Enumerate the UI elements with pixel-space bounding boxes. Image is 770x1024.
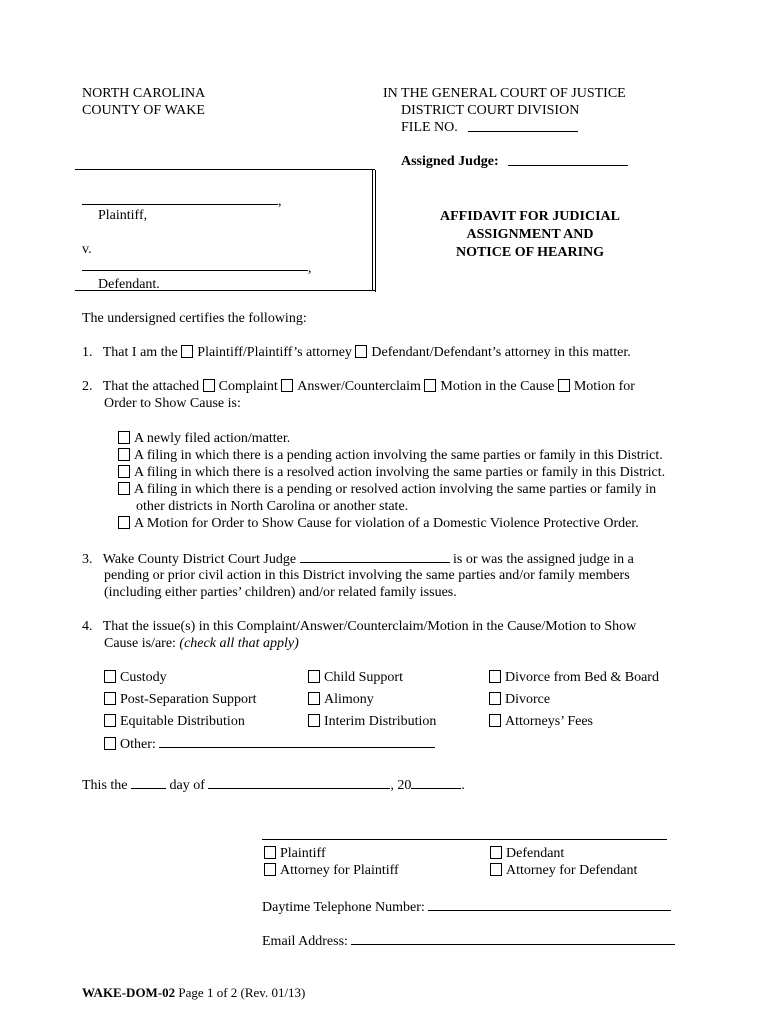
item-3 <box>82 550 634 568</box>
issue-label: Post-Separation Support <box>120 692 257 707</box>
issue-option <box>489 691 550 708</box>
county-label: COUNTY OF WAKE <box>82 103 205 118</box>
issue-option <box>308 669 403 686</box>
assigned-judge-label: Assigned Judge: <box>401 154 499 169</box>
item-text: Wake County District Court Judge <box>102 552 297 567</box>
item-text: is or was the assigned judge in a <box>453 552 634 567</box>
checkbox[interactable] <box>308 692 320 705</box>
checkbox[interactable] <box>203 379 215 392</box>
issue-option <box>104 691 257 708</box>
form-title <box>410 208 650 262</box>
checkbox[interactable] <box>489 670 501 683</box>
option-label: Motion for <box>573 379 635 394</box>
checkbox[interactable] <box>118 482 130 495</box>
issue-option <box>308 691 374 708</box>
date-text: . <box>461 778 465 793</box>
choice-row <box>118 447 663 464</box>
form-id: WAKE-DOM-02 <box>82 985 176 1000</box>
plaintiff-name-field[interactable] <box>82 204 278 205</box>
month-field[interactable] <box>208 776 390 789</box>
intro-text: The undersigned certifies the following: <box>82 311 307 326</box>
file-no-label: FILE NO. <box>401 120 458 135</box>
checkbox[interactable] <box>355 345 367 358</box>
choice-label: A filing in which there is a pending action involving the same parties or family in this District. <box>134 448 663 463</box>
item-text: That the issue(s) in this Complaint/Answer/Counterclaim/Motion in the Cause/Motion to Show <box>102 619 637 634</box>
issue-option <box>489 669 659 686</box>
option-label: Defendant/Defendant’s attorney in this matter. <box>371 345 631 360</box>
signer-option <box>490 862 637 879</box>
caption-top-rule <box>75 169 375 170</box>
title-line: ASSIGNMENT AND <box>466 227 594 242</box>
checkbox[interactable] <box>104 714 116 727</box>
choice-label: A filing in which there is a pending or resolved action involving the same parties or family in <box>134 482 657 497</box>
item-number: 2. <box>82 379 93 394</box>
signer-label: Attorney for Plaintiff <box>280 863 399 878</box>
choice-row <box>118 481 656 498</box>
item-number: 3. <box>82 552 93 567</box>
option-label: Motion in the Cause <box>440 379 555 394</box>
issue-label: Child Support <box>324 670 403 685</box>
checkbox[interactable] <box>104 737 116 750</box>
caption-comma: , <box>278 194 282 209</box>
item-text: Cause is/are: <box>104 636 176 651</box>
option-label: Complaint <box>218 379 278 394</box>
checkbox[interactable] <box>490 846 502 859</box>
item-number: 4. <box>82 619 93 634</box>
footer <box>82 984 305 1001</box>
checkbox[interactable] <box>118 431 130 444</box>
checkbox[interactable] <box>264 863 276 876</box>
item-1 <box>82 344 631 361</box>
email-field[interactable] <box>351 932 675 945</box>
caption-right-rule <box>372 170 373 290</box>
checkbox[interactable] <box>118 465 130 478</box>
issue-option <box>104 713 245 730</box>
choice-continuation: other districts in North Carolina or another state. <box>136 499 409 514</box>
phone-label: Daytime Telephone Number: <box>262 900 425 915</box>
option-label: Answer/Counterclaim <box>297 379 421 394</box>
choice-label: A filing in which there is a resolved action involving the same parties or family in this District. <box>134 465 666 480</box>
defendant-name-field[interactable] <box>82 270 308 271</box>
checkbox[interactable] <box>308 714 320 727</box>
day-field[interactable] <box>131 776 166 789</box>
item-text: That I am the <box>102 345 178 360</box>
title-line: NOTICE OF HEARING <box>455 245 605 260</box>
file-no-field[interactable] <box>468 131 578 132</box>
assigned-judge-field[interactable] <box>508 165 628 166</box>
versus-label: v. <box>82 242 92 257</box>
item-2 <box>82 378 635 395</box>
choice-row <box>118 464 665 481</box>
signer-option <box>264 862 399 879</box>
issue-label: Divorce from Bed & Board <box>505 670 659 685</box>
caption-comma: , <box>308 261 312 276</box>
other-issue-field[interactable] <box>159 735 435 748</box>
phone-field[interactable] <box>428 898 671 911</box>
item-number: 1. <box>82 345 93 360</box>
issue-label: Equitable Distribution <box>120 714 245 729</box>
title-line: AFFIDAVIT FOR JUDICIAL <box>440 209 620 224</box>
signer-label: Defendant <box>506 846 565 861</box>
checkbox[interactable] <box>308 670 320 683</box>
issue-option <box>104 735 435 753</box>
defendant-label: Defendant. <box>98 277 160 292</box>
checkbox[interactable] <box>118 516 130 529</box>
issue-label: Custody <box>120 670 167 685</box>
date-text: , 20 <box>390 778 412 793</box>
choice-row <box>118 430 290 447</box>
issue-option <box>308 713 436 730</box>
email-label: Email Address: <box>262 934 348 949</box>
phone-row <box>262 898 671 916</box>
division-label: DISTRICT COURT DIVISION <box>401 103 580 118</box>
choice-label: A newly filed action/matter. <box>134 431 291 446</box>
option-label: Plaintiff/Plaintiff’s attorney <box>197 345 352 360</box>
issue-label: Alimony <box>324 692 374 707</box>
item-text: That the attached <box>102 379 200 394</box>
signer-option <box>490 845 564 862</box>
item-note: (check all that apply) <box>179 636 299 651</box>
judge-name-field[interactable] <box>300 550 450 563</box>
checkbox[interactable] <box>104 692 116 705</box>
issue-label: Attorneys’ Fees <box>505 714 593 729</box>
item-text-line <box>104 635 299 652</box>
checkbox[interactable] <box>104 670 116 683</box>
date-text: day of <box>169 778 205 793</box>
item-text: Order to Show Cause is: <box>104 396 241 411</box>
signer-label: Plaintiff <box>280 846 326 861</box>
court-label: IN THE GENERAL COURT OF JUSTICE <box>383 86 626 101</box>
caption-right-rule-outer <box>375 170 376 292</box>
checkbox[interactable] <box>264 846 276 859</box>
issue-label: Other: <box>120 737 156 752</box>
choice-label: A Motion for Order to Show Cause for violation of a Domestic Violence Protective Order. <box>134 516 639 531</box>
page-info: Page 1 of 2 (Rev. 01/13) <box>178 985 306 1000</box>
signature-line[interactable] <box>262 839 667 840</box>
choice-row <box>118 515 639 532</box>
item-4 <box>82 618 636 635</box>
email-row <box>262 932 675 950</box>
issue-option <box>104 669 167 686</box>
checkbox[interactable] <box>558 379 570 392</box>
date-text: This the <box>82 778 128 793</box>
checkbox[interactable] <box>181 345 193 358</box>
checkbox[interactable] <box>424 379 436 392</box>
issue-label: Interim Distribution <box>324 714 437 729</box>
date-line <box>82 776 465 794</box>
signer-label: Attorney for Defendant <box>506 863 638 878</box>
state-label: NORTH CAROLINA <box>82 86 206 101</box>
signer-option <box>264 845 326 862</box>
checkbox[interactable] <box>489 692 501 705</box>
checkbox[interactable] <box>281 379 293 392</box>
issue-label: Divorce <box>505 692 551 707</box>
item-text: (including either parties’ children) and/or related family issues. <box>104 585 457 600</box>
checkbox[interactable] <box>490 863 502 876</box>
item-text: pending or prior civil action in this District involving the same parties and/or family members <box>104 568 630 583</box>
checkbox[interactable] <box>489 714 501 727</box>
issue-option <box>489 713 593 730</box>
year-field[interactable] <box>411 776 461 789</box>
plaintiff-label: Plaintiff, <box>98 208 148 223</box>
checkbox[interactable] <box>118 448 130 461</box>
